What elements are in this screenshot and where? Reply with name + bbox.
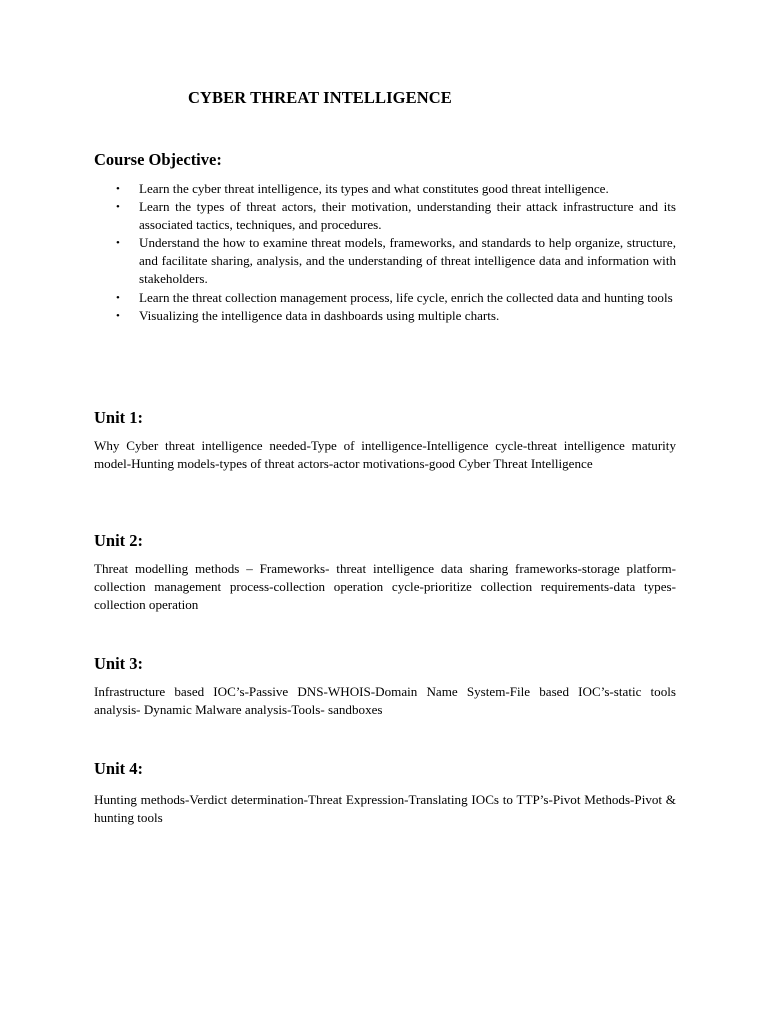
objective-text: Learn the cyber threat intelligence, its types and what constitutes good threat intelligence.	[139, 181, 609, 196]
objective-text: Learn the threat collection management process, life cycle, enrich the collected data and hunting tools	[139, 289, 673, 305]
unit-1-text: Why Cyber threat intelligence needed-Type of intelligence-Intelligence cycle-threat intelligence maturity model-Hunting models-types of threat actors-actor motivations-good Cyber Threat Intelligence	[94, 438, 676, 472]
course-objective-heading: Course Objective:	[94, 150, 222, 169]
list-item	[94, 234, 676, 288]
unit-3-heading: Unit 3:	[94, 654, 144, 673]
unit-3-text: Infrastructure based IOC’s-Passive DNS-WHOIS-Domain Name System-File based IOC’s-static tools analysis- Dynamic Malware analysis-Tools- sandboxes	[94, 684, 676, 718]
unit-2-heading: Unit 2:	[94, 531, 144, 550]
bullet-icon: •	[116, 237, 120, 250]
bullet-icon: •	[116, 201, 120, 214]
objective-text: Learn the types of threat actors, their motivation, understanding their attack infrastructure and its associated tactics, techniques, and procedures.	[139, 199, 676, 233]
unit-1-heading: Unit 1:	[94, 408, 144, 427]
bullet-icon: •	[116, 291, 120, 304]
unit-4-text: Hunting methods-Verdict determination-Threat Expression-Translating IOCs to TTP’s-Pivot Methods-Pivot & hunting tools	[94, 792, 676, 826]
unit-4-heading: Unit 4:	[94, 759, 144, 778]
bullet-icon: •	[116, 183, 120, 195]
unit-2-text: Threat modelling methods – Frameworks- threat intelligence data sharing frameworks-storage platform-collection management process-collection operation cycle-prioritize collection requirements-data types-collection operation	[94, 561, 676, 613]
list-item	[94, 180, 676, 198]
list-item	[94, 198, 676, 234]
list-item	[94, 289, 676, 307]
objective-text: Understand the how to examine threat models, frameworks, and standards to help organize, structure, and facilitate sharing, analysis, and the understanding of threat intelligence data and information with stakeholders.	[139, 235, 676, 287]
objective-text: Visualizing the intelligence data in dashboards using multiple charts.	[139, 307, 500, 323]
objectives-list	[94, 180, 676, 325]
document-title: CYBER THREAT INTELLIGENCE	[188, 88, 452, 107]
bullet-icon: •	[116, 309, 120, 322]
list-item	[94, 307, 676, 325]
